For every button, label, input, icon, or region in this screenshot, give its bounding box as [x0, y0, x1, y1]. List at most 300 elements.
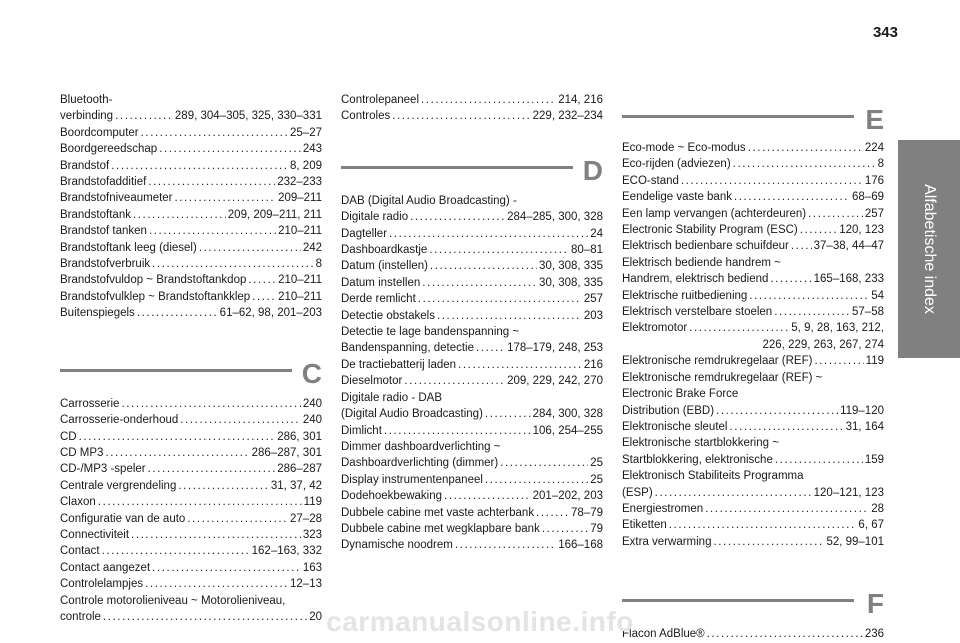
- dot-leader: [178, 478, 268, 494]
- index-entry: [60, 429, 322, 445]
- entry-term: Dashboardverlichting (dimmer): [341, 457, 499, 470]
- entry-term: Flacon AdBlue®: [622, 628, 705, 641]
- index-group-b: [60, 92, 322, 322]
- index-entry-line: [341, 373, 603, 389]
- index-entry: [60, 412, 322, 428]
- section-letter: D: [582, 154, 603, 186]
- entry-pages: 159: [864, 453, 884, 466]
- index-entry: [341, 488, 603, 504]
- entry-term: Configuratie van de auto: [60, 512, 186, 525]
- dot-leader: [159, 141, 301, 157]
- entry-term: Elektronische remdrukregelaar (REF): [622, 355, 813, 368]
- entry-term: ECO-stand: [622, 174, 679, 187]
- entry-pages: 257: [864, 207, 884, 220]
- dot-leader: [729, 419, 843, 435]
- entry-term: DAB (Digital Audio Broadcasting) -: [341, 194, 517, 207]
- index-entry: [341, 537, 603, 553]
- dot-leader: [476, 340, 505, 356]
- entry-pages: 216: [583, 358, 603, 371]
- index-entry: [60, 158, 322, 174]
- entry-term: Bluetooth-: [60, 94, 113, 106]
- index-entry-line: [622, 255, 884, 271]
- dot-leader: [733, 156, 876, 172]
- dot-leader: [669, 517, 857, 533]
- index-group-e: [622, 140, 884, 550]
- index-entry-line: [341, 308, 603, 324]
- index-entry: [60, 478, 322, 494]
- index-entry-line: [341, 275, 603, 291]
- entry-pages: 31, 37, 42: [270, 479, 322, 492]
- index-column-2: [341, 92, 603, 554]
- index-column-3: [622, 88, 884, 643]
- entry-pages: 289, 304–305, 325, 330–331: [174, 110, 322, 123]
- dot-leader: [418, 291, 582, 307]
- index-entry: [60, 494, 322, 510]
- dot-leader: [814, 353, 863, 369]
- dot-leader: [410, 209, 505, 225]
- index-entry-line: [622, 206, 884, 222]
- index-entry: [341, 308, 603, 324]
- entry-pages: 224: [864, 142, 884, 154]
- index-entry-line: [622, 222, 884, 238]
- index-entry-line: [341, 209, 603, 225]
- entry-term: Digitale radio - DAB: [341, 391, 442, 404]
- index-entry-line: [341, 423, 603, 439]
- entry-term: Eco-rijden (adviezen): [622, 158, 731, 171]
- dot-leader: [713, 534, 824, 550]
- index-entry: [622, 468, 884, 501]
- entry-pages: 120–121, 123: [813, 486, 884, 499]
- entry-term: CD MP3: [60, 446, 104, 459]
- entry-term: Eco-mode ~ Eco-modus: [622, 142, 746, 154]
- entry-pages: 57–58: [852, 306, 884, 319]
- index-entry: [622, 288, 884, 304]
- entry-term: Controle motorolieniveau ~ Motorolieniveau,: [60, 594, 286, 607]
- index-entry: [622, 320, 884, 353]
- entry-pages: 240: [302, 414, 322, 427]
- entry-pages: 163: [302, 561, 322, 574]
- entry-term: Brandstofniveaumeter: [60, 192, 173, 205]
- index-entry-line: [622, 173, 884, 189]
- entry-pages: 210–211: [278, 274, 322, 287]
- entry-term: Digitale radio: [341, 211, 409, 224]
- entry-pages: 286, 301: [277, 430, 322, 443]
- index-entry-line: [60, 305, 322, 321]
- entry-term: Boordcomputer: [60, 126, 139, 139]
- entry-pages: 8: [315, 258, 322, 271]
- entry-pages: 201–202, 203: [532, 490, 603, 503]
- dot-leader: [98, 494, 302, 510]
- dot-leader: [148, 174, 275, 190]
- entry-term: Brandstofvulklep ~ Brandstoftankklep: [60, 290, 251, 303]
- dot-leader: [716, 403, 838, 419]
- index-entry-line: [622, 386, 884, 402]
- index-entry: [341, 423, 603, 439]
- index-entry: [60, 256, 322, 272]
- dot-leader: [808, 206, 863, 222]
- index-entry: [60, 445, 322, 461]
- index-entry: [60, 543, 322, 559]
- entry-pages: 284–285, 300, 328: [507, 211, 603, 224]
- index-entry: [341, 242, 603, 258]
- dot-leader: [105, 445, 249, 461]
- index-entry-line: [341, 357, 603, 373]
- dot-leader: [389, 226, 588, 242]
- dot-leader: [444, 488, 531, 504]
- entry-term: Dodehoekbewaking: [341, 490, 443, 503]
- dot-leader: [770, 271, 811, 287]
- index-entry: [341, 275, 603, 291]
- dot-leader: [429, 242, 569, 258]
- index-entry: [341, 193, 603, 226]
- index-entry-line: [622, 140, 884, 156]
- entry-term: Controles: [341, 110, 391, 123]
- index-entry-line: [622, 403, 884, 419]
- index-entry: [622, 353, 884, 369]
- index-entry: [60, 560, 322, 576]
- index-entry-line: [341, 340, 603, 356]
- entry-term: Electronic Brake Force: [622, 388, 739, 401]
- entry-pages: 166–168: [558, 539, 603, 552]
- index-entry-line: [60, 108, 322, 124]
- entry-term: Datum (instellen): [341, 260, 428, 273]
- dot-leader: [137, 305, 218, 321]
- entry-pages: 25: [590, 473, 603, 486]
- dot-leader: [655, 485, 812, 501]
- dot-leader: [536, 505, 569, 521]
- entry-pages: 25: [590, 457, 603, 470]
- index-entry: [341, 226, 603, 242]
- watermark: carmanualsonline.info: [326, 606, 634, 637]
- entry-pages: 52, 99–101: [826, 535, 884, 548]
- index-entry: [622, 534, 884, 550]
- index-entry-line: [60, 560, 322, 576]
- dot-leader: [800, 222, 837, 238]
- dot-leader: [133, 207, 226, 223]
- entry-pages: 162–163, 332: [251, 545, 322, 558]
- dot-leader: [102, 543, 250, 559]
- dot-leader: [199, 240, 301, 256]
- dot-leader: [705, 501, 869, 517]
- entry-term: Elektronische remdrukregelaar (REF) ~: [622, 371, 823, 384]
- index-entry-line: [341, 488, 603, 504]
- index-entry-line: [622, 534, 884, 550]
- entry-pages: 214, 216: [558, 94, 603, 106]
- entry-term: Startblokkering, elektronische: [622, 453, 773, 466]
- index-entry-line: [60, 576, 322, 592]
- entry-pages: 210–211: [278, 290, 322, 303]
- entry-term: (ESP): [622, 486, 653, 499]
- dot-leader: [121, 396, 300, 412]
- dot-leader: [734, 189, 850, 205]
- index-entry: [341, 472, 603, 488]
- index-entry-line: [341, 505, 603, 521]
- entry-term: Carrosserie-onderhoud: [60, 414, 179, 427]
- section-tab-label: Alfabetische index: [921, 184, 938, 314]
- entry-term: Claxon: [60, 496, 96, 509]
- entry-term: CD-/MP3 -speler: [60, 463, 146, 476]
- dot-leader: [248, 272, 276, 288]
- entry-term: Boordgereedschap: [60, 143, 158, 156]
- entry-term: Controlepaneel: [341, 94, 420, 106]
- dot-leader: [111, 158, 288, 174]
- index-entry: [341, 324, 603, 357]
- dot-leader: [404, 373, 505, 389]
- section-header-c: [60, 342, 322, 388]
- index-entry-line: [60, 256, 322, 272]
- index-entry-line: [622, 468, 884, 484]
- index-entry-line: [60, 158, 322, 174]
- section-header-e: [622, 88, 884, 134]
- index-entry-line: [341, 108, 603, 124]
- index-entry: [60, 190, 322, 206]
- index-entry-line: [341, 406, 603, 422]
- section-rule: [341, 166, 573, 169]
- dot-leader: [392, 108, 530, 124]
- entry-pages: 8: [877, 158, 884, 171]
- entry-term: Connectiviteit: [60, 528, 130, 541]
- dot-leader: [542, 521, 588, 537]
- index-entry-line: [341, 472, 603, 488]
- index-entry: [60, 92, 322, 125]
- entry-pages: 28: [871, 502, 884, 515]
- entry-pages: 209, 209–211, 211: [227, 208, 322, 221]
- index-entry-line: [60, 240, 322, 256]
- section-letter: F: [866, 588, 884, 620]
- dot-leader: [458, 357, 582, 373]
- entry-pages: 8, 209: [290, 159, 322, 172]
- entry-term: Bandenspanning, detectie: [341, 342, 474, 355]
- entry-pages: 31, 164: [845, 420, 884, 433]
- dot-leader: [749, 288, 869, 304]
- section-rule: [622, 599, 854, 602]
- index-entry: [341, 505, 603, 521]
- entry-pages: 323: [302, 528, 322, 541]
- index-entry-line: [60, 223, 322, 239]
- dot-leader: [500, 455, 588, 471]
- dot-leader: [421, 92, 556, 108]
- index-entry: [60, 576, 322, 592]
- index-entry-line: [341, 92, 603, 108]
- index-entry-line: [60, 190, 322, 206]
- index-entry-line: [60, 494, 322, 510]
- entry-term: Detectie te lage bandenspanning ~: [341, 326, 520, 339]
- index-entry: [622, 222, 884, 238]
- entry-pages: 24: [590, 227, 603, 240]
- entry-pages: 5, 9, 28, 163, 212,: [791, 322, 884, 335]
- index-entry-line: [622, 304, 884, 320]
- entry-term: Elektrisch verstelbare stoelen: [622, 306, 773, 319]
- entry-term: Datum instellen: [341, 276, 421, 289]
- index-entry-line: [341, 521, 603, 537]
- entry-term: Elektrisch bedienbare schuifdeur: [622, 240, 789, 253]
- entry-term: Brandstoftank leeg (diesel): [60, 241, 197, 254]
- index-entry-line: [622, 271, 884, 287]
- entry-pages: 284, 300, 328: [532, 408, 603, 421]
- section-letter: C: [301, 357, 322, 389]
- entry-term: Brandstof: [60, 159, 110, 172]
- entry-pages: 20: [309, 610, 322, 623]
- index-entry-line: [622, 370, 884, 386]
- entry-pages: 209, 229, 242, 270: [507, 375, 603, 388]
- entry-term: Eendelige vaste bank: [622, 191, 732, 204]
- entry-pages: 119: [303, 496, 322, 509]
- index-entry: [60, 223, 322, 239]
- dot-leader: [430, 258, 537, 274]
- entry-term: Brandstofverbruik: [60, 258, 151, 271]
- entry-term: Dagteller: [341, 227, 388, 240]
- dot-leader: [774, 304, 850, 320]
- index-entry: [622, 173, 884, 189]
- entry-pages: 12–13: [290, 578, 322, 591]
- entry-pages: 37–38, 44–47: [813, 240, 884, 253]
- index-entry-line: [622, 501, 884, 517]
- dot-leader: [485, 472, 588, 488]
- index-entry-line: [622, 353, 884, 369]
- index-entry: [60, 511, 322, 527]
- entry-pages: 80–81: [571, 244, 603, 257]
- index-entry-line: [60, 543, 322, 559]
- section-rule: [622, 115, 854, 118]
- index-entry-line: [60, 527, 322, 543]
- index-entry-line: [60, 125, 322, 141]
- index-entry: [341, 439, 603, 472]
- dot-leader: [180, 412, 301, 428]
- index-group-c: [60, 396, 322, 626]
- index-entry-line: [622, 320, 884, 336]
- entry-term: Brandstof tanken: [60, 225, 147, 238]
- index-entry-line: [341, 537, 603, 553]
- entry-term: Brandstofvuldop ~ Brandstoftankdop: [60, 274, 247, 287]
- index-entry-line: [622, 337, 884, 353]
- index-entry-line: [341, 242, 603, 258]
- entry-term: Contact: [60, 545, 100, 558]
- entry-pages: 106, 254–255: [532, 424, 603, 437]
- entry-pages: 25–27: [290, 126, 322, 139]
- index-entry: [622, 501, 884, 517]
- entry-pages: 119: [865, 355, 884, 368]
- index-entry-line: [60, 412, 322, 428]
- index-entry-line: [341, 439, 603, 455]
- index-entry: [622, 419, 884, 435]
- dot-leader: [79, 429, 276, 445]
- entry-term: CD: [60, 430, 77, 443]
- entry-term: Dimmer dashboardverlichting ~: [341, 440, 501, 453]
- entry-term: Elektromotor: [622, 322, 688, 335]
- index-entry: [60, 174, 322, 190]
- entry-term: Dubbele cabine met wegklapbare bank: [341, 522, 540, 535]
- entry-term: (Digital Audio Broadcasting): [341, 408, 483, 421]
- dot-leader: [152, 256, 313, 272]
- dot-leader: [748, 140, 863, 156]
- dot-leader: [115, 108, 173, 124]
- section-rule: [60, 369, 292, 372]
- index-entry-line: [60, 174, 322, 190]
- entry-term: Een lamp vervangen (achterdeuren): [622, 207, 807, 220]
- index-entry-line: [622, 517, 884, 533]
- index-entry-line: [60, 289, 322, 305]
- entry-term: Elektronische startblokkering ~: [622, 437, 779, 450]
- index-entry: [60, 207, 322, 223]
- entry-term: Detectie obstakels: [341, 309, 435, 322]
- index-entry: [622, 206, 884, 222]
- entry-term: Dubbele cabine met vaste achterbank: [341, 506, 535, 519]
- entry-pages: 240: [302, 397, 322, 410]
- entry-pages: 54: [871, 289, 884, 302]
- index-entry: [60, 461, 322, 477]
- entry-term: Contact aangezet: [60, 561, 151, 574]
- index-entry-line: [341, 324, 603, 340]
- index-entry-line: [60, 272, 322, 288]
- entry-term: Elektrische ruitbediening: [622, 289, 748, 302]
- entry-term: Dynamische noodrem: [341, 539, 453, 552]
- entry-pages: 79: [590, 522, 603, 535]
- entry-term: Elektrisch bediende handrem ~: [622, 256, 781, 269]
- dot-leader: [252, 289, 276, 305]
- entry-term: Display instrumentenpaneel: [341, 473, 483, 486]
- index-group-c-continued: [341, 92, 603, 125]
- index-entry-line: [60, 478, 322, 494]
- index-entry: [341, 108, 603, 124]
- index-column-1: [60, 92, 322, 625]
- entry-term: Handrem, elektrisch bediend: [622, 273, 769, 286]
- index-entry: [622, 517, 884, 533]
- entry-pages: 226, 229, 263, 267, 274: [762, 338, 884, 351]
- index-entry: [60, 125, 322, 141]
- entry-term: Derde remlicht: [341, 293, 416, 306]
- entry-term: Dieselmotor: [341, 375, 403, 388]
- index-entry-line: [60, 461, 322, 477]
- entry-pages: 242: [302, 241, 322, 254]
- entry-term: Controlelampjes: [60, 578, 144, 591]
- section-letter: E: [865, 104, 884, 135]
- dot-leader: [131, 527, 301, 543]
- entry-pages: 119–120: [840, 404, 884, 417]
- index-entry-line: [622, 452, 884, 468]
- index-entry: [60, 289, 322, 305]
- dot-leader: [175, 190, 277, 206]
- entry-pages: 78–79: [571, 506, 603, 519]
- entry-pages: 30, 308, 335: [539, 260, 603, 273]
- entry-term: controle: [60, 610, 101, 623]
- entry-term: Energiestromen: [622, 502, 704, 515]
- index-entry-line: [622, 189, 884, 205]
- index-entry: [60, 272, 322, 288]
- index-entry: [622, 370, 884, 419]
- dot-leader: [437, 308, 582, 324]
- entry-term: Electronic Stability Program (ESC): [622, 224, 798, 237]
- index-entry-line: [60, 429, 322, 445]
- entry-term: Etiketten: [622, 519, 667, 532]
- entry-pages: 286–287, 301: [251, 446, 322, 459]
- entry-pages: 232–233: [277, 176, 322, 189]
- index-entry-line: [60, 207, 322, 223]
- dot-leader: [455, 537, 556, 553]
- index-entry: [60, 305, 322, 321]
- index-entry: [622, 255, 884, 288]
- entry-pages: 178–179, 248, 253: [507, 342, 603, 355]
- index-entry-line: [622, 156, 884, 172]
- dot-leader: [485, 406, 531, 422]
- index-entry-line: [341, 455, 603, 471]
- entry-pages: 243: [302, 143, 322, 156]
- entry-term: Distribution (EBD): [622, 404, 715, 417]
- dot-leader: [152, 560, 301, 576]
- index-entry-line: [60, 141, 322, 157]
- index-entry-line: [341, 226, 603, 242]
- entry-term: Brandstofadditief: [60, 176, 147, 189]
- index-entry: [622, 189, 884, 205]
